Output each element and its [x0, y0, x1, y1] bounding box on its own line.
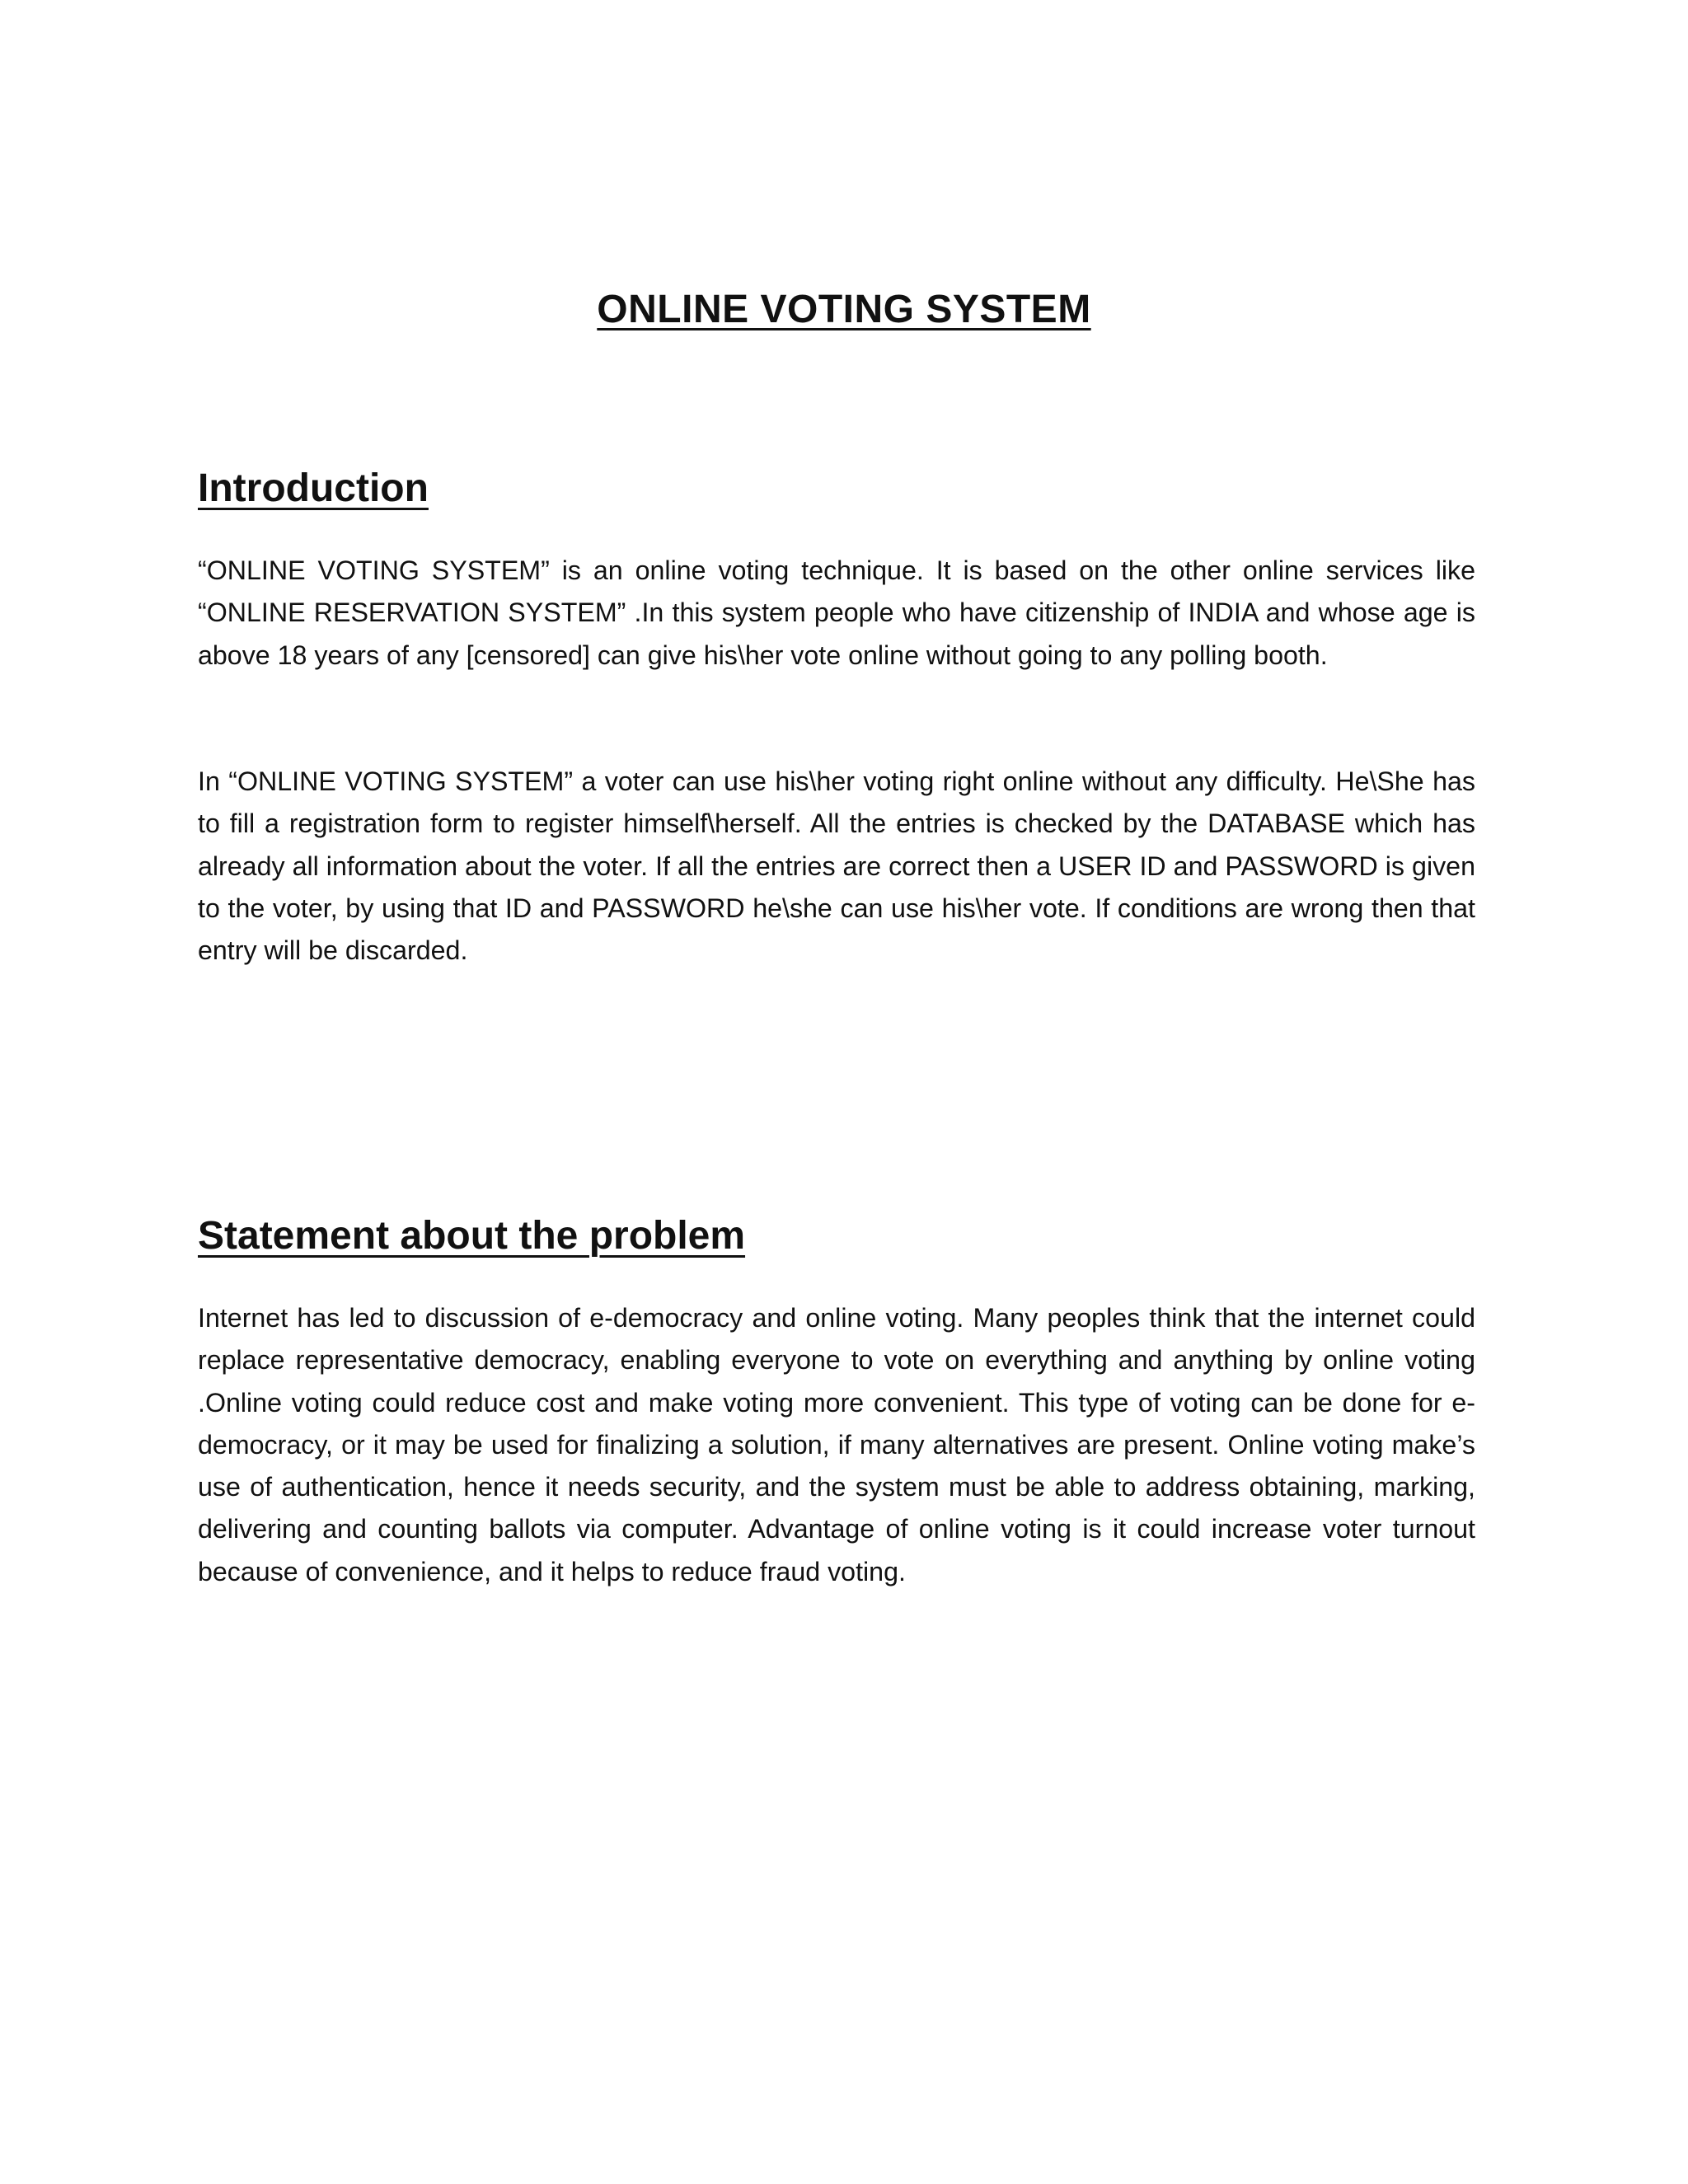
section-heading-introduction: Introduction — [198, 466, 429, 510]
problem-statement-paragraph: Internet has led to discussion of e-democracy and online voting. Many peoples think that the internet could replace representative democracy, enabling everyone to vote on everything and anything by online voting .Online voting could reduce cost and make voting more convenient. This type of voting can be done for e-democracy, or it may be used for finalizing a solution, if many alternatives are present. Online voting make’s use of authentication, hence it needs security, and the system must be able to address obtaining, marking, delivering and counting ballots via computer. Advantage of online voting is it could increase voter turnout because of convenience, and it helps to reduce fraud voting. — [198, 1303, 1475, 1586]
section-heading-problem-statement: Statement about the problem — [198, 1214, 746, 1258]
introduction-paragraph-2: In “ONLINE VOTING SYSTEM” a voter can use his\her voting right online without any difficulty. He\She has to fill a registration form to register himself\herself. All the entries is checked by the DATABASE which has already all information about the voter. If all the entries are correct then a USER ID and PASSWORD is given to the voter, by using that ID and PASSWORD he\she can use his\her vote. If conditions are wrong then that entry will be discarded. — [198, 766, 1475, 966]
introduction-paragraph-1: “ONLINE VOTING SYSTEM” is an online voting technique. It is based on the other online services like “ONLINE RESERVATION SYSTEM” .In this system people who have citizenship of INDIA and whose age is above 18 years of any [censored] can give his\her vote online without going to any polling booth. — [198, 555, 1475, 670]
document-title: ONLINE VOTING SYSTEM — [597, 288, 1091, 331]
